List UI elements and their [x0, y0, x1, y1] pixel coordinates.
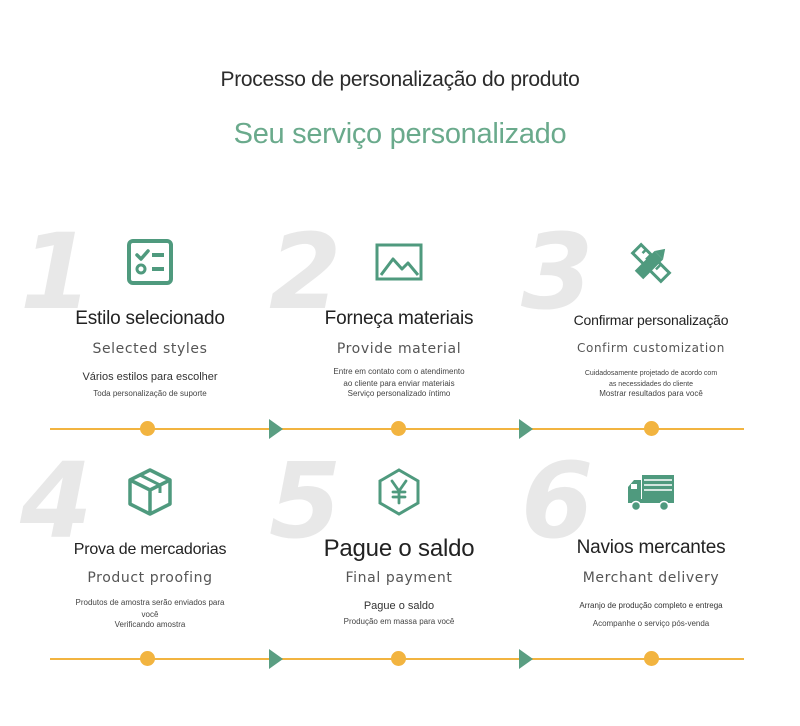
- step-4: [20, 440, 270, 667]
- timeline-dot: [140, 651, 155, 666]
- yen-hexagon-icon: [374, 467, 424, 517]
- step-1: [20, 211, 270, 438]
- timeline-dot: [644, 421, 659, 436]
- timeline-dot: [140, 421, 155, 436]
- timeline-dot: [391, 651, 406, 666]
- timeline-dot: [644, 651, 659, 666]
- step-title: Confirmar personalização: [573, 312, 729, 328]
- step-title: Forneça materiais: [324, 308, 474, 329]
- timeline-arrow-icon: [269, 649, 283, 669]
- timeline-dot: [391, 421, 406, 436]
- step-2: [269, 211, 519, 438]
- step-title-en: Selected styles: [92, 341, 208, 357]
- step-number: 5: [269, 440, 342, 562]
- step-title: Pague o saldo: [323, 535, 475, 562]
- step-description: Produtos de amostra serão enviados para você: [75, 598, 225, 619]
- step-3: [521, 211, 771, 438]
- step-number: 3: [521, 211, 594, 333]
- step-title: Estilo selecionado: [75, 308, 225, 329]
- step-note: Toda personalização de suporte: [93, 389, 207, 398]
- step-number: 6: [521, 440, 594, 562]
- step-number: 2: [269, 211, 342, 333]
- page-title: Processo de personalização do produto: [220, 68, 580, 91]
- step-note: Produção em massa para você: [343, 617, 455, 626]
- step-title: Prova de mercadorias: [73, 541, 227, 558]
- step-description: Entre em contato com o atendimento ao cliente para enviar materiais: [333, 367, 465, 388]
- image-icon: [374, 238, 424, 288]
- step-title-en: Final payment: [345, 570, 453, 586]
- step-note: Serviço personalizado íntimo: [347, 389, 451, 398]
- box-icon: [125, 467, 175, 517]
- step-5: [269, 440, 519, 667]
- step-6: [521, 440, 771, 667]
- pencil-ruler-icon: [626, 238, 676, 288]
- truck-icon: [626, 467, 676, 517]
- step-title-en: Provide material: [336, 341, 462, 357]
- page-subtitle: Seu serviço personalizado: [233, 118, 567, 150]
- step-note: Mostrar resultados para você: [599, 389, 703, 398]
- step-description: Vários estilos para escolher: [82, 371, 218, 383]
- step-description: Pague o saldo: [363, 600, 435, 612]
- timeline-arrow-icon: [269, 419, 283, 439]
- step-note: Verificando amostra: [114, 620, 186, 629]
- step-title-en: Merchant delivery: [582, 570, 720, 586]
- timeline-arrow-icon: [519, 649, 533, 669]
- step-title-en: Product proofing: [87, 570, 213, 586]
- timeline-arrow-icon: [519, 419, 533, 439]
- step-title: Navios mercantes: [576, 537, 726, 558]
- step-number: 1: [20, 211, 93, 333]
- step-title-en: Confirm customization: [577, 341, 725, 355]
- checklist-icon: [125, 238, 175, 288]
- step-number: 4: [20, 440, 93, 562]
- step-description: Cuidadosamente projetado de acordo com as necessidades do cliente: [584, 370, 718, 388]
- step-note: Acompanhe o serviço pós-venda: [592, 619, 710, 628]
- step-description: Arranjo de produção completo e entrega: [579, 601, 723, 610]
